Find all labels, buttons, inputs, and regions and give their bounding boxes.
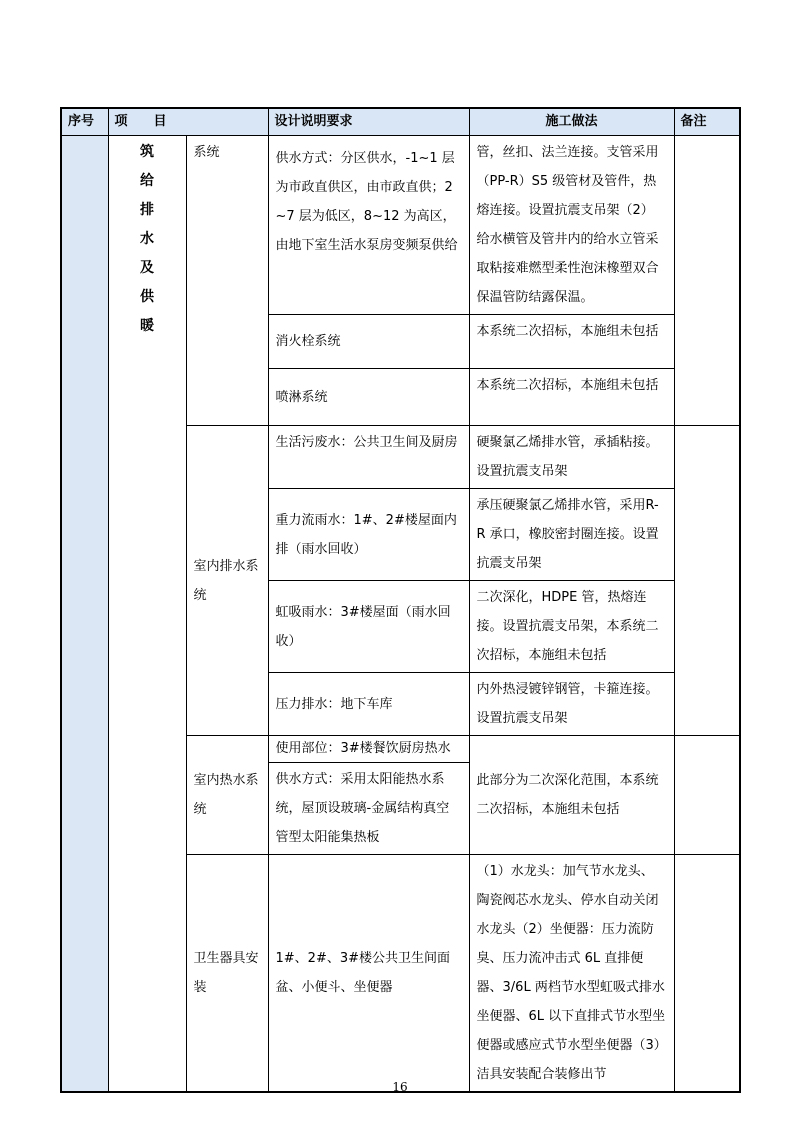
group-name-hotwater: 室内热水系统 (186, 736, 268, 855)
remark-cell (674, 136, 740, 426)
method-cell: 管，丝扣、法兰连接。支管采用（PP-R）S5 级管材及管件，热熔连接。设置抗震支吊架（2）给水横管及管井内的给水立管采取粘接难燃型柔性泡沫橡塑双合保温管防结露保温。 (469, 136, 674, 315)
category-char: 供 (140, 289, 154, 305)
header-design: 设计说明要求 (268, 108, 469, 136)
header-remark: 备注 (674, 108, 740, 136)
design-cell: 供水方式：分区供水，-1~1 层为市政直供区，由市政直供；2~7 层为低区，8~12 为高区，由地下室生活水泵房变频泵供给 (268, 136, 469, 315)
category-char: 暖 (140, 318, 154, 334)
method-cell: 二次深化，HDPE 管，热熔连接。设置抗震支吊架，本系统二次招标，本施组未包括 (469, 581, 674, 673)
design-cell: 重力流雨水：1#、2#楼屋面内排（雨水回收） (268, 489, 469, 581)
construction-spec-table (60, 107, 741, 1093)
header-seq: 序号 (61, 108, 108, 136)
group-name-sanitary: 卫生器具安装 (186, 855, 268, 1093)
method-cell: 本系统二次招标，本施组未包括 (469, 315, 674, 369)
table-row (61, 136, 740, 315)
method-cell: 内外热浸镀锌钢管，卡箍连接。设置抗震支吊架 (469, 673, 674, 736)
category-char: 水 (140, 231, 154, 247)
header-method: 施工做法 (469, 108, 674, 136)
group-name-drain: 室内排水系统 (186, 426, 268, 736)
method-cell: 此部分为二次深化范围，本系统二次招标，本施组未包括 (469, 736, 674, 855)
category-char: 及 (140, 260, 154, 276)
method-cell: （1）水龙头：加气节水龙头、陶瓷阀芯水龙头、停水自动关闭水龙头（2）坐便器：压力流防臭、压力流冲击式 6L 直排便器、3/6L 两档节水型虹吸式排水坐便器、6L 以下直排式节水型坐便器或感应式节水型坐便器（3）洁具安装配合装修出节 (469, 855, 674, 1093)
category-char: 筑 (140, 144, 154, 160)
seq-cell (61, 136, 108, 1093)
category-char: 给 (140, 173, 154, 189)
group-name-supply: 系统 (186, 136, 268, 426)
design-cell: 压力排水：地下车库 (268, 673, 469, 736)
design-cell: 生活污废水：公共卫生间及厨房 (268, 426, 469, 489)
remark-cell (674, 736, 740, 855)
method-cell: 承压硬聚氯乙烯排水管，采用R-R 承口，橡胶密封圈连接。设置抗震支吊架 (469, 489, 674, 581)
remark-cell (674, 426, 740, 736)
remark-cell (674, 855, 740, 1093)
design-cell: 供水方式：采用太阳能热水系统，屋顶设玻璃-金属结构真空管型太阳能集热板 (268, 763, 469, 855)
table-header-row (61, 108, 740, 136)
header-item: 项 目 (108, 108, 268, 136)
design-cell: 1#、2#、3#楼公共卫生间面盆、小便斗、坐便器 (268, 855, 469, 1093)
design-cell: 使用部位：3#楼餐饮厨房热水 (268, 736, 469, 763)
method-cell: 硬聚氯乙烯排水管，承插粘接。设置抗震支吊架 (469, 426, 674, 489)
design-cell: 虹吸雨水：3#楼屋面（雨水回收） (268, 581, 469, 673)
design-cell: 消火栓系统 (268, 315, 469, 369)
page-number: 16 (392, 1080, 408, 1094)
design-cell: 喷淋系统 (268, 369, 469, 426)
category-cell (108, 136, 186, 1093)
method-cell: 本系统二次招标，本施组未包括 (469, 369, 674, 426)
category-char: 排 (140, 202, 154, 218)
